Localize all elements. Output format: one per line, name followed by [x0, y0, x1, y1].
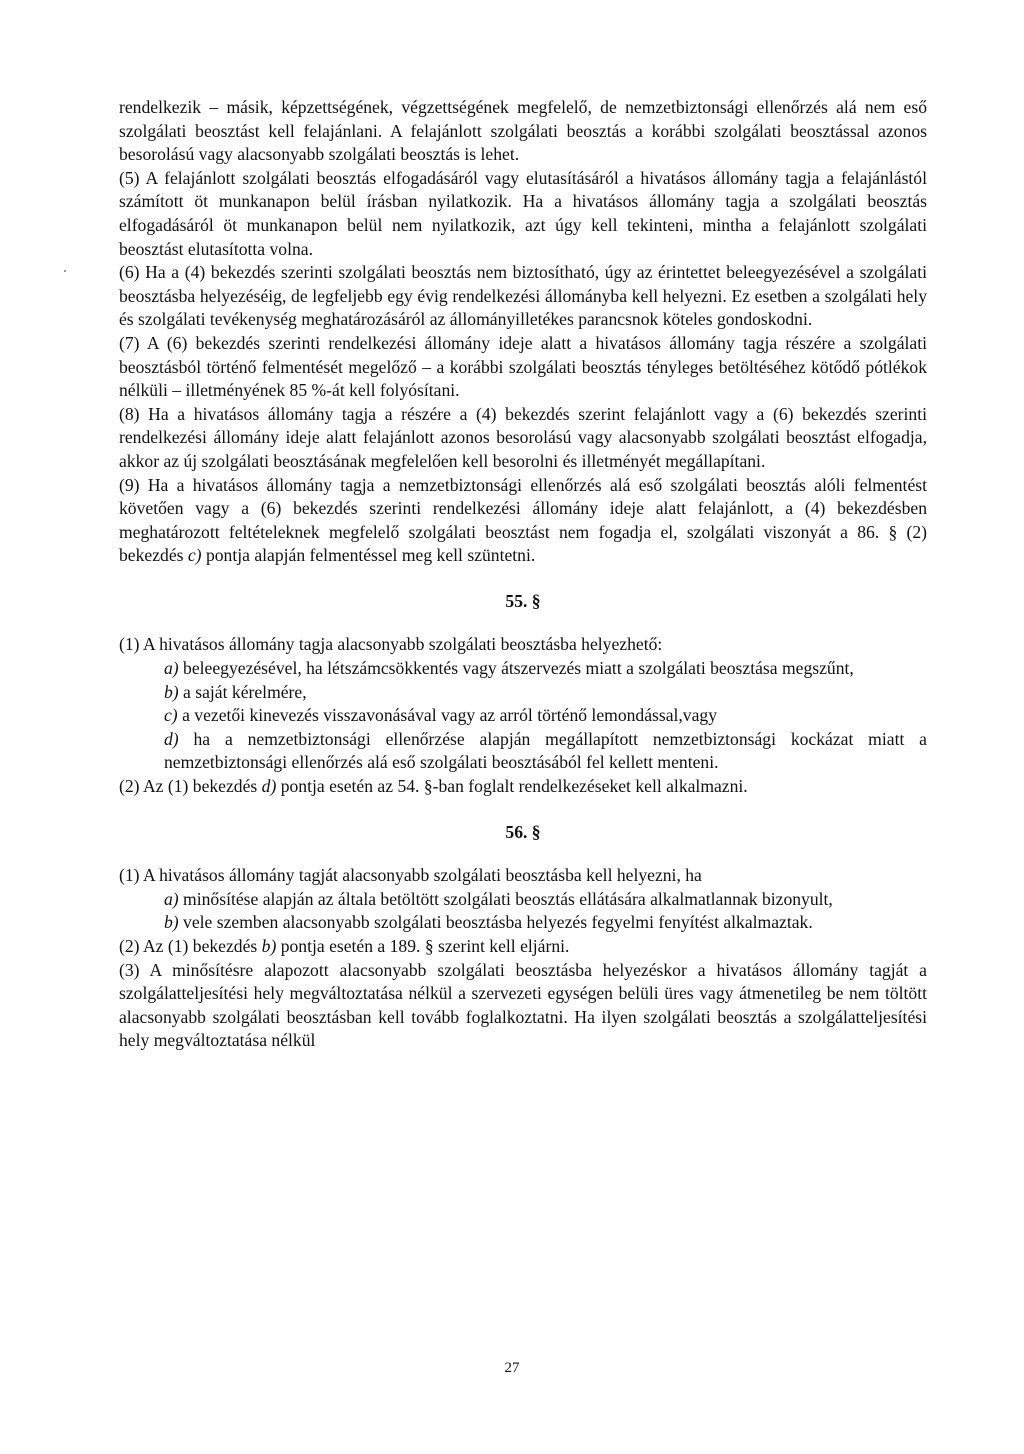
- section-56-heading: 56. §: [505, 821, 541, 842]
- section-56-item-a: [164, 888, 927, 912]
- paragraph-text-a: (2) Az (1) bekezdés: [119, 776, 262, 797]
- item-text: vele szemben alacsonyabb szolgálati beosztásba helyezés fegyelmi fenyítést alkalmaztak.: [178, 912, 813, 933]
- page-number: 27: [504, 1360, 520, 1376]
- paragraph-5: (5) A felajánlott szolgálati beosztás elfogadásáról vagy elutasításáról a hivatásos állomány tagja a felajánlástól számított öt munkanapon belül írásban nyilatkozik. Ha a hivatásos állomány tagja a szolgálati beosztás elfogadásáról öt munkanapon belül nem nyilatkozik, azt úgy kell tekinteni, mintha a felajánlott szolgálati beosztást elutasította volna.: [119, 167, 927, 259]
- item-label: b): [164, 681, 179, 702]
- item-text: minősítése alapján az általa betöltött szolgálati beosztás ellátására alkalmatlannak bizonyult,: [178, 888, 833, 909]
- paragraph-text-b: pontja esetén az 54. §-ban foglalt rendelkezéseket kell alkalmazni.: [276, 776, 748, 797]
- section-56-item-b: [164, 911, 927, 935]
- section-55-item-a: [164, 657, 927, 681]
- paragraph-text-b: pontja esetén a 189. § szerint kell eljárni.: [276, 936, 570, 956]
- section-56-paragraph-1: (1) A hivatásos állomány tagját alacsonyabb szolgálati beosztásba kell helyezni, ha: [119, 865, 702, 886]
- paragraph-9: [119, 474, 927, 568]
- section-56-paragraph-3: (3) A minősítésre alapozott alacsonyabb szolgálati beosztásba helyezéskor a hivatásos állomány tagját a szolgálatteljesítési hely megváltoztatása nélkül a szervezeti egységen belüli üres vagy átmenetileg be nem töltött alacsonyabb szolgálati beosztásban kell tovább foglalkoztatni. Ha ilyen szolgálati beosztás a szolgálatteljesítési hely megváltoztatása nélkül: [119, 959, 927, 1051]
- paragraph-9-text-b: pontja alapján felmentéssel meg kell szüntetni.: [201, 545, 536, 566]
- item-label: c): [164, 705, 178, 726]
- section-56-paragraph-2: [119, 935, 927, 959]
- section-55-item-c: [164, 704, 927, 728]
- section-55-heading: 55. §: [505, 590, 541, 611]
- scan-speck: [64, 270, 66, 272]
- document-page: [119, 96, 927, 1053]
- section-55-item-d: [164, 728, 927, 775]
- item-text: a vezetői kinevezés visszavonásával vagy az arról történő lemondással,vagy: [177, 705, 718, 726]
- paragraph-7: (7) A (6) bekezdés szerinti rendelkezési állomány ideje alatt a hivatásos állomány tagja részére a szolgálati beosztásból történő felmentését megelőző – a korábbi szolgálati beosztás tényleges betöltéséhez kötődő pótlékok nélküli – illetményének 85 %-át kell folyósítani.: [119, 332, 927, 401]
- paragraph-continued: rendelkezik – másik, képzettségének, végzettségének megfelelő, de nemzetbiztonsági ellenőrzés alá nem eső szolgálati beosztást kell felajánlani. A felajánlott szolgálati beosztás a korábbi szolgálati beosztással azonos besorolású vagy alacsonyabb szolgálati beosztás is lehet.: [119, 97, 927, 165]
- item-label: b): [164, 912, 179, 933]
- paragraph-text-a: (2) Az (1) bekezdés: [119, 936, 262, 956]
- paragraph-8: (8) Ha a hivatásos állomány tagja a részére a (4) bekezdés szerint felajánlott vagy a (6) bekezdés szerinti rendelkezési állomány ideje alatt felajánlott azonos besorolású vagy alacsonyabb szolgálati beosztást elfogadja, akkor az új szolgálati beosztásának megfelelően kell besorolni és illetményét megállapítani.: [119, 403, 927, 471]
- paragraph-point-label: b): [261, 936, 277, 956]
- item-label: d): [164, 728, 179, 749]
- item-label: a): [164, 888, 179, 909]
- item-label: a): [164, 658, 179, 679]
- paragraph-9-text-a: (9) Ha a hivatásos állomány tagja a nemzetbiztonsági ellenőrzés alá eső szolgálati beosztás alóli felmentést követően vagy a (6) bekezdés szerinti rendelkezési állomány ideje alatt felajánlott, a (4) bekezdésben meghatározott feltételeknek megfelelő szolgálati beosztást nem fogadja el, szolgálati viszonyát a 86. § (2) bekezdés: [119, 474, 927, 566]
- section-55-paragraph-1: (1) A hivatásos állomány tagja alacsonyabb szolgálati beosztásba helyezhető:: [119, 634, 663, 655]
- section-55-paragraph-2: [119, 775, 927, 799]
- section-55-item-b: [164, 681, 927, 705]
- item-text: a saját kérelmére,: [178, 681, 307, 702]
- paragraph-9-point-label: c): [187, 545, 202, 566]
- paragraph-6: (6) Ha a (4) bekezdés szerinti szolgálati beosztás nem biztosítható, úgy az érintettet beleegyezésével a szolgálati beosztásba helyezéséig, de legfeljebb egy évig rendelkezési állományba kell helyezni. Ez esetben a szolgálati hely és szolgálati tevékenység meghatározásáról az állományilletékes parancsnok köteles gondoskodni.: [119, 262, 927, 330]
- item-text: beleegyezésével, ha létszámcsökkentés vagy átszervezés miatt a szolgálati beosztása megszűnt,: [178, 658, 854, 679]
- paragraph-point-label: d): [261, 776, 277, 797]
- item-text: ha a nemzetbiztonsági ellenőrzése alapján megállapított nemzetbiztonsági kockázat miatt a nemzetbiztonsági ellenőrzés alá eső szolgálati beosztásából fel kellett menteni.: [164, 728, 927, 773]
